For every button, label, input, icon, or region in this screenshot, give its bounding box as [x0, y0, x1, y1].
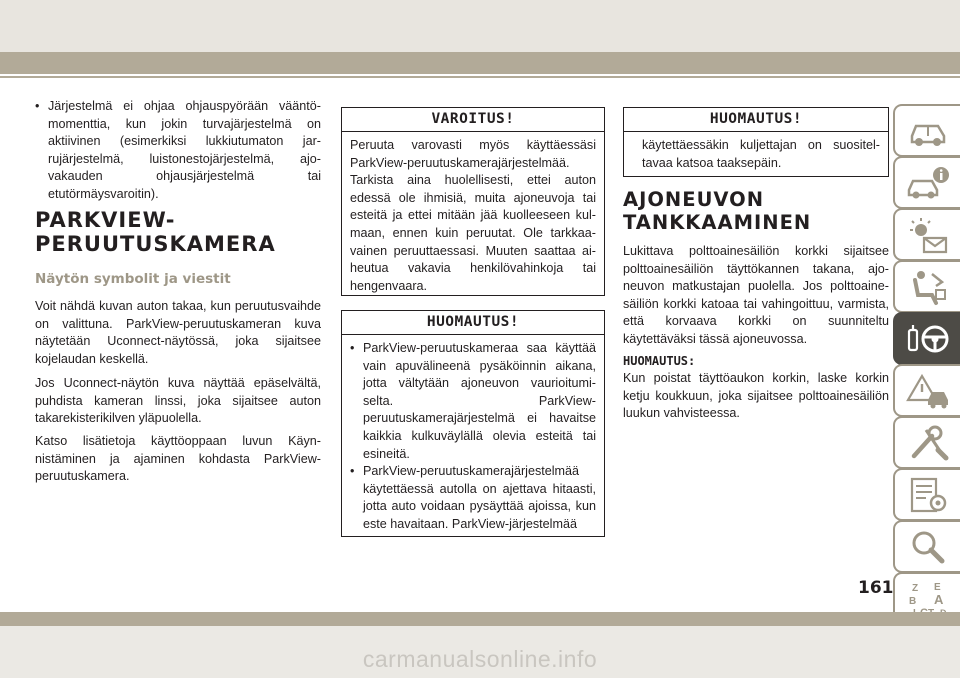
tab-airbag-seat[interactable] — [893, 260, 960, 313]
bullet-dot: • — [35, 99, 40, 113]
index-letter: A — [933, 591, 943, 607]
car-info-icon — [906, 164, 950, 202]
note-title-middle: HUOMAUTUS! — [342, 311, 604, 335]
tab-car-info[interactable] — [893, 156, 960, 209]
steering-wheel-icon — [906, 320, 950, 358]
hazard-car-icon — [906, 372, 950, 410]
search-icon — [906, 528, 950, 566]
list-item — [350, 463, 596, 533]
paragraph-cap-chain: Kun poistat täyttöaukon korkin, laske korkin ketju koukkuun, joka sijaitsee polttoainesäiliön luukun vahvisteessa. — [623, 371, 889, 421]
warning-lights-icon — [906, 216, 950, 254]
refueling-heading-line2: TANKKAAMINEN — [623, 211, 812, 234]
tab-specifications[interactable] — [893, 468, 960, 521]
warning-text: Peruuta varovasti myös käyttäessäsi ParkView-peruutuskamerajärjestelmää. Tarkista aina huolellisesti, ettei auton edessä ole ihmisiä, muita ajoneuvoja tai esteitä ja ettei mitään jää kuolleeseen kulmaan, ennen kuin peruutat. Ole tarkkaavainen peruuttaessasi. Muuten saattaa aiheutua vakavia henkilövahinkoja tai hengenvaara. — [350, 138, 596, 293]
steering-bullet — [35, 98, 321, 204]
list-item — [350, 340, 596, 463]
note-right-text: käytettäessäkin kuljettajan on suositeltavaa katsoa taaksepäin. — [642, 138, 880, 170]
wrench-service-icon — [906, 424, 950, 462]
note-label: HUOMAUTUS: — [623, 354, 696, 368]
note-box-middle — [341, 310, 605, 537]
header-rule — [0, 76, 960, 78]
header-band-light — [0, 0, 960, 52]
paragraph-clean-lens: Jos Uconnect-näytön kuva näyttää epäselvältä, puhdista kameran linssi, joka sijaitsee auton takarekisterikilven yläpuolella. — [35, 376, 321, 426]
watermark: carmanualsonline.info — [362, 646, 598, 672]
warning-box — [341, 107, 605, 296]
refueling-heading-line1: AJONEUVON — [623, 188, 765, 211]
index-letter: B — [908, 595, 916, 607]
paragraph-fuel-cap: Lukittava polttoainesäiliön korkki sijaitsee polttoainesäiliön täyttökannen takana, ajoneuvon matkustajan puolella. Jos polttoainesäiliön korkki katoaa tai vahingoittuu, varmista, että korvaava korkki on suunniteltu käytettäväksi tässä ajoneuvossa. — [623, 244, 889, 346]
note-item-2: ParkView-peruutuskamerajärjestelmää käytettäessä autolla on ajettava hitaasti, jotta auto voidaan pysäyttää ajoissa, kun este havaitaan. ParkView-järjestelmää — [363, 464, 596, 531]
display-symbols-subheading: Näytön symbolit ja viestit — [35, 271, 231, 287]
paragraph-rear-view: Voit nähdä kuvan auton takaa, kun peruutusvaihde on valittuna. ParkView-peruutuskameran kuva näytetään Uconnect-näytössä, joka sijaitsee kojelaudan keskellä. — [35, 299, 321, 366]
steering-bullet-text: Järjestelmä ei ohjaa ohjauspyörään vääntömomenttia, kun jokin turvajärjestelmä on aktiivinen (esimerkiksi lukkiutumaton jarrujärjestelmä, luistonestojärjestelmä, ajovakauden ohjausjärjestelmä tai etutörmäysvaroitin). — [48, 99, 321, 201]
refueling-heading — [623, 188, 893, 234]
header-band-tan — [0, 52, 960, 74]
paragraph-see-manual: Katso lisätietoja käyttöoppaan luvun Käynnistäminen ja ajaminen kohdasta ParkView-peruutuskamera. — [35, 434, 321, 484]
specifications-list-icon — [906, 476, 950, 514]
tab-starting-driving[interactable] — [893, 312, 960, 365]
parkview-heading-line2: PERUUTUSKAMERA — [35, 232, 276, 256]
parkview-heading — [35, 208, 325, 256]
note-title-right: HUOMAUTUS! — [624, 108, 888, 132]
tab-car[interactable] — [893, 104, 960, 157]
bullet-dot: • — [350, 464, 355, 479]
parkview-heading-line1: PARKVIEW- — [35, 208, 176, 232]
warning-title: VAROITUS! — [342, 108, 604, 132]
page-number: 161 — [858, 578, 894, 598]
bullet-dot: • — [350, 341, 355, 355]
note-box-right — [623, 107, 889, 177]
index-letter: Z — [911, 582, 918, 594]
airbag-seat-icon — [906, 268, 950, 306]
tab-search[interactable] — [893, 520, 960, 573]
car-icon — [906, 112, 950, 150]
footer-band-tan — [0, 612, 960, 626]
note-item-1: ParkView-peruutuskameraa saa käyttää vain apuvälineenä pysäköinnin aikana, jotta vältytään ajoneuvon vaurioitumiselta. ParkView-peruutuskamerajärjestelmä ei havaitse kaikkia kulkuväylällä olevia esteitä tai esineitä. — [363, 341, 596, 461]
tab-emergency[interactable] — [893, 364, 960, 417]
index-letter: E — [933, 581, 941, 593]
tab-warning-lights[interactable] — [893, 208, 960, 261]
tab-service[interactable] — [893, 416, 960, 469]
